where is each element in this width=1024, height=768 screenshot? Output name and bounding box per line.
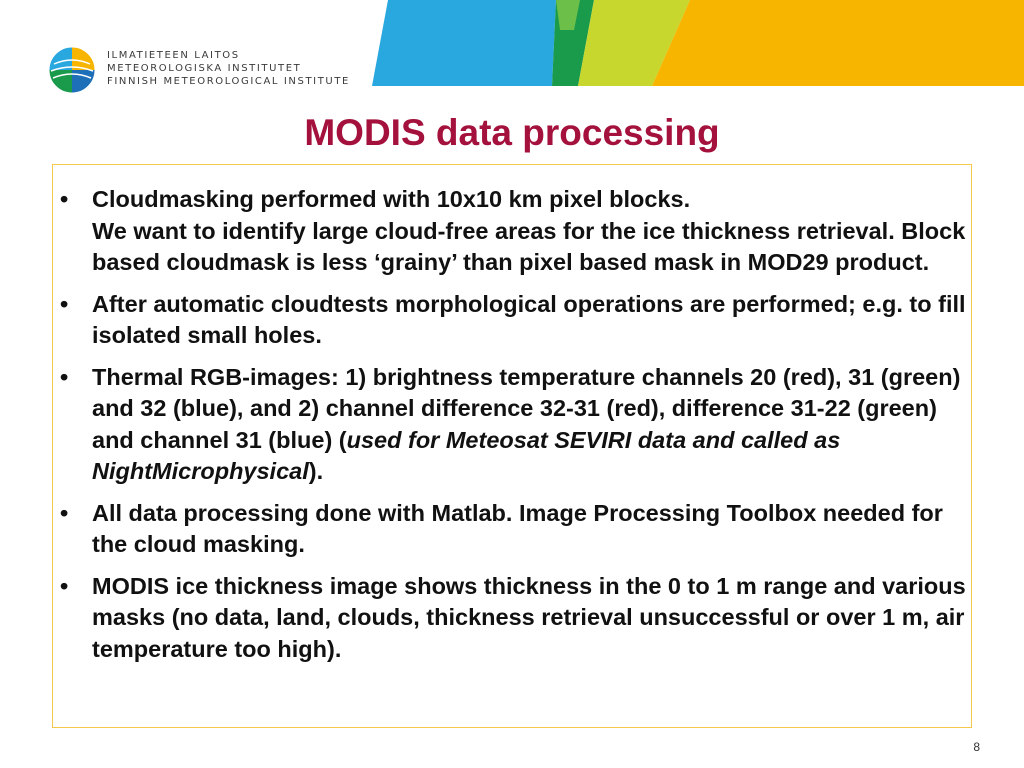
org-name-swedish: METEOROLOGISKA INSTITUTET (107, 63, 302, 74)
bullet-dot: • (60, 363, 69, 390)
bullet-dot: • (60, 572, 69, 599)
bullet-text: After automatic cloudtests morphological operations are performed; e.g. to fill isolated small holes. (92, 290, 966, 348)
org-name-finnish: ILMATIETEEN LAITOS (107, 50, 240, 61)
bullet-list (58, 184, 978, 675)
bullet-item (58, 571, 978, 666)
bullet-text-continued: We want to identify large cloud-free areas for the ice thickness retrieval. Block based cloudmask is less ‘grainy’ than pixel based mask in MOD29 product. (92, 217, 966, 275)
bullet-item (58, 362, 978, 488)
slide-title: MODIS data processing (304, 112, 720, 153)
bullet-text: MODIS ice thickness image shows thickness in the 0 to 1 m range and various masks (no data, land, clouds, thickness retrieval unsuccessful or over 1 m, air temperature too high). (92, 572, 966, 662)
bullet-dot: • (60, 290, 69, 317)
bullet-text-tail: ). (308, 458, 324, 484)
bullet-dot: • (60, 186, 69, 212)
bullet-text: Cloudmasking performed with 10x10 km pixel blocks. (92, 186, 691, 212)
bullet-italic-text: used for Meteosat SEVIRI data and called as NightMicrophysical (92, 426, 841, 484)
bullet-text: Thermal RGB-images: 1) brightness temperature channels 20 (red), 31 (green) and 32 (blue), and 2) channel difference 32-31 (red), difference 31-22 (green) and channel 31 (blue) ( (92, 363, 961, 453)
bullet-item (58, 184, 978, 279)
page-number: 8 (973, 740, 980, 754)
bullet-item (58, 289, 978, 352)
organization-name (107, 49, 350, 88)
banner-blue-band (372, 0, 556, 86)
banner-orange-band (652, 0, 1024, 86)
bullet-text: All data processing done with Matlab. Image Processing Toolbox needed for the cloud masking. (92, 499, 943, 557)
org-name-english: FINNISH METEOROLOGICAL INSTITUTE (107, 76, 350, 87)
bullet-dot: • (60, 499, 69, 526)
fmi-globe-logo-icon (46, 44, 98, 96)
bullet-item (58, 498, 978, 561)
